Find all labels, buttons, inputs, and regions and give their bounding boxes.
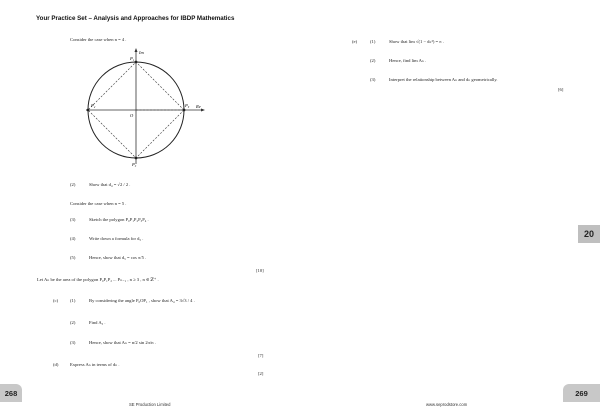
part-e-label: (e)	[352, 39, 358, 44]
part-d-label: (d)	[53, 362, 59, 367]
marks-6: [6]	[558, 87, 564, 92]
part-c-label: (c)	[53, 298, 59, 303]
marks-10: [10]	[256, 268, 264, 273]
p3-label: P₃	[132, 162, 137, 167]
area-definition-text: Let Aₙ be the area of the polygon P₀P₁P₂ ... Pₙ₋₁ , n ≥ 3 , n ∈ ℤ⁺ .	[37, 277, 159, 282]
unit-circle-diagram	[84, 48, 210, 168]
left-page-number: 268	[0, 384, 22, 402]
q-c2-text: Find A₅ .	[89, 320, 106, 325]
x-axis-arrow	[201, 109, 205, 112]
y-axis-label: Im	[139, 50, 144, 55]
p0-label: P₀	[185, 103, 190, 108]
q-e2-text: Hence, find lim Aₙ .	[389, 58, 427, 63]
q-c2-number: (2)	[70, 320, 76, 325]
q-e1-text: Show that lim √(1 − dₙ²) = π .	[389, 39, 444, 44]
q-b2-text: Show that d₄ = √2 / 2 .	[89, 182, 131, 187]
x-axis-label: Re	[196, 104, 201, 109]
q-c3-text: Hence, show that Aₙ = n/2 sin 2π/n .	[89, 340, 156, 345]
q-e1-number: (1)	[370, 39, 376, 44]
q-e3-text: Interpret the relationship between Aₙ and dₙ geometrically.	[389, 77, 498, 82]
point-p0	[183, 109, 186, 112]
chapter-tab: 20	[578, 225, 600, 243]
q-b4-text: Write down a formula for d₅ .	[89, 236, 144, 241]
point-p1	[135, 61, 138, 64]
y-axis-arrow	[135, 48, 138, 52]
q-b3-text: Sketch the polygon P₀P₁P₂P₃P₄ .	[89, 217, 149, 222]
marks-2: [2]	[258, 371, 264, 376]
q-e2-number: (2)	[370, 58, 376, 63]
p1-label: P₁	[130, 56, 135, 61]
origin-label: O	[130, 113, 134, 118]
right-page-number: 269	[563, 384, 600, 402]
q-d-text: Express Aₙ in terms of dₙ .	[70, 362, 120, 367]
q-b5-number: (5)	[70, 255, 76, 260]
marks-7: [7]	[258, 353, 264, 358]
consider-n5-text: Consider the case when n = 5 .	[70, 201, 127, 206]
q-c3-number: (3)	[70, 340, 76, 345]
q-b2-number: (2)	[70, 182, 76, 187]
q-b3-number: (3)	[70, 217, 76, 222]
point-p2	[87, 109, 90, 112]
q-e3-number: (3)	[370, 77, 376, 82]
p2-label: P₂	[91, 103, 96, 108]
q-c1-text: By considering the angle P₀OP₁ , show that A₄ = 3√3 / 4 .	[89, 298, 195, 303]
page-header: Your Practice Set – Analysis and Approaches for IBDP Mathematics	[36, 15, 235, 22]
q-b4-number: (4)	[70, 236, 76, 241]
website-footer: www.seprodstore.com	[426, 402, 468, 407]
intro-text: Consider the case when n = 4 .	[70, 37, 127, 42]
point-p3	[135, 157, 138, 160]
q-b5-text: Hence, show that d₅ = cos π/5 .	[89, 255, 147, 260]
publisher-footer: SE Production Limited	[129, 402, 171, 407]
q-c1-number: (1)	[70, 298, 76, 303]
